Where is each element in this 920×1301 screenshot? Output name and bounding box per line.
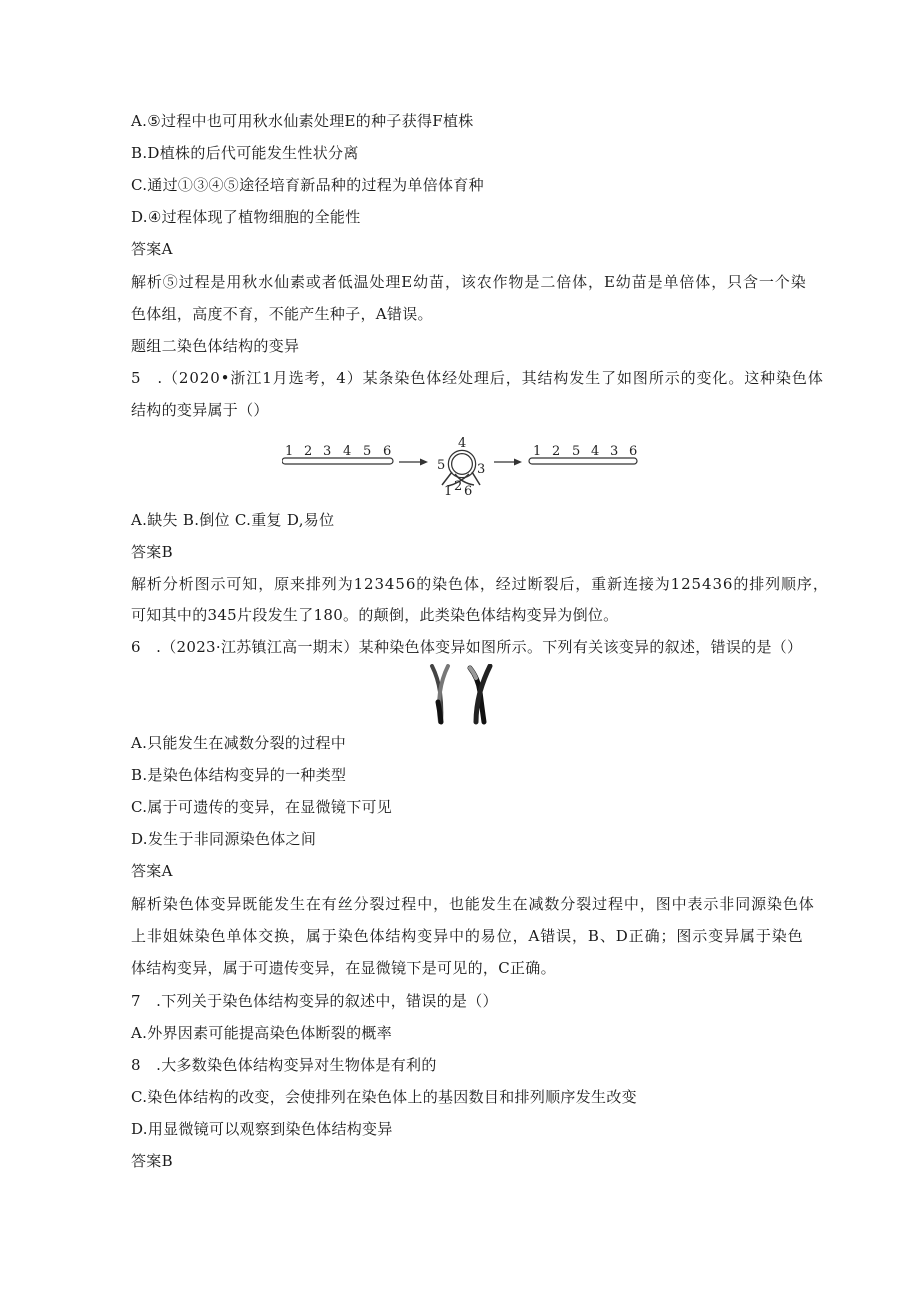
result-label-4: 4 (591, 444, 600, 459)
question-stem: 7 .下列关于染色体结构变异的叙述中，错误的是（） (131, 992, 498, 1010)
option-a: A.只能发生在减数分裂的过程中 (131, 734, 347, 752)
option-d: D.发生于非同源染色体之间 (131, 830, 317, 848)
options-line: A.缺失 B.倒位 C.重复 D,易位 (131, 511, 335, 529)
result-label-3: 3 (610, 444, 619, 459)
loop-label-1: 1 (444, 484, 453, 497)
answer: 答案B (131, 1152, 173, 1170)
explanation-line: 可知其中的345片段发生了180。的颠倒，此类染色体结构变异为倒位。 (131, 606, 619, 624)
orig-label-2: 2 (304, 444, 313, 459)
loop-label-5: 5 (437, 458, 446, 473)
orig-label-6: 6 (383, 444, 392, 459)
option-b: 8 .大多数染色体结构变异对生物体是有利的 (131, 1056, 437, 1074)
result-label-6: 6 (629, 444, 638, 459)
result-label-1: 1 (533, 444, 542, 459)
orig-label-5: 5 (363, 444, 372, 459)
answer: 答案A (131, 862, 173, 880)
loop-label-2: 2 (454, 479, 463, 494)
explanation-line: 上非姐妹染色单体交换，属于染色体结构变异中的易位，A错误，B、D正确；图示变异属于染色 (131, 927, 804, 945)
option-d: D.④过程体现了植物细胞的全能性 (131, 208, 361, 226)
explanation-line: 解析⑤过程是用秋水仙素或者低温处理E幼苗，该农作物是二倍体，E幼苗是单倍体，只含一个染 (131, 273, 807, 291)
question-stem: 6 .（2023·江苏镇江高一期末）某种染色体变异如图所示。下列有关该变异的叙述，错误的是（） (131, 638, 803, 656)
orig-label-1: 1 (285, 444, 294, 459)
explanation-line: 解析染色体变异既能发生在有丝分裂过程中，也能发生在减数分裂过程中，图中表示非同源染色体 (131, 895, 815, 913)
option-b: B.D植株的后代可能发生性状分离 (131, 144, 359, 162)
option-c: C.属于可遗传的变异，在显微镜下可见 (131, 798, 393, 816)
option-b: B.是染色体结构变异的一种类型 (131, 766, 347, 784)
orig-label-4: 4 (343, 444, 352, 459)
loop-label-6: 6 (464, 484, 473, 497)
chromosome-translocation-figure (424, 664, 496, 726)
option-a: A.外界因素可能提高染色体断裂的概率 (131, 1024, 393, 1042)
result-label-5: 5 (572, 444, 581, 459)
loop-label-3: 3 (477, 462, 486, 477)
original-chromosome (282, 458, 393, 464)
loop-label-4: 4 (458, 437, 467, 451)
explanation-line: 解析分析图示可知，原来排列为123456的染色体，经过断裂后，重新连接为125436的排列顺序， (131, 575, 829, 593)
question-stem: 结构的变异属于（） (131, 401, 269, 419)
option-c: C.通过①③④⑤途径培育新品种的过程为单倍体育种 (131, 176, 484, 194)
question-stem: 5 .（2020•浙江1月选考，4）某条染色体经处理后，其结构发生了如图所示的变化。这种染色体 (131, 369, 824, 387)
chromosome-inversion-figure (282, 437, 638, 497)
option-c: C.染色体结构的改变，会使排列在染色体上的基因数目和排列顺序发生改变 (131, 1088, 637, 1106)
answer: 答案B (131, 543, 173, 561)
result-chromosome (529, 458, 637, 464)
option-a: A.⑤过程中也可用秋水仙素处理E的种子获得F植株 (131, 112, 474, 130)
answer: 答案A (131, 240, 173, 258)
explanation-line: 体结构变异，属于可遗传变异，在显微镜下是可见的，C正确。 (131, 959, 556, 977)
result-label-2: 2 (552, 444, 561, 459)
orig-label-3: 3 (323, 444, 332, 459)
explanation-line: 色体组，高度不育，不能产生种子，A错误。 (131, 305, 433, 323)
option-d: D.用显微镜可以观察到染色体结构变异 (131, 1120, 393, 1138)
section-heading: 题组二染色体结构的变异 (131, 337, 300, 355)
